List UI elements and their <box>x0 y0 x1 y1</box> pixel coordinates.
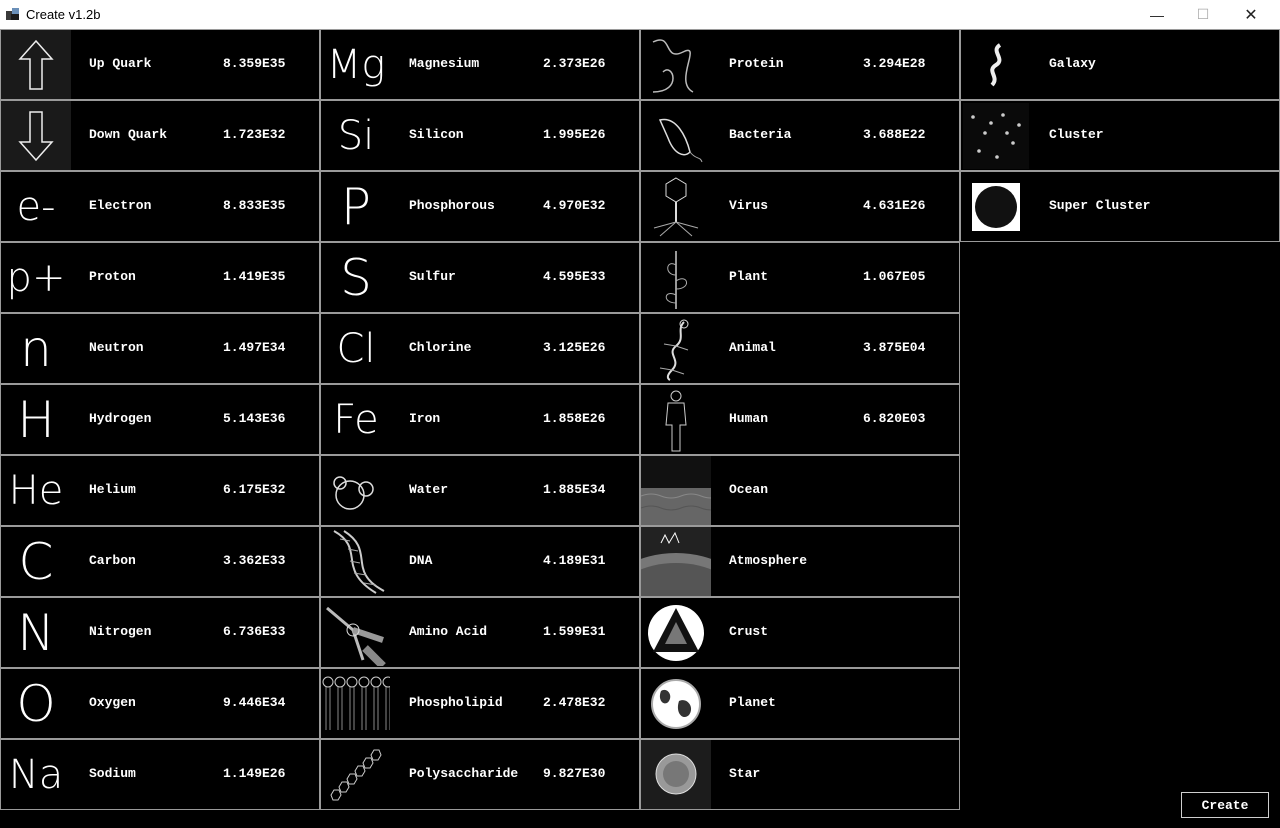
item-name: Helium <box>89 482 136 497</box>
minimize-button[interactable]: — <box>1150 6 1164 23</box>
item-count: 1.885E34 <box>543 482 606 497</box>
item-name: Star <box>729 766 761 781</box>
creation-item-planet[interactable] <box>640 668 960 739</box>
main-panel <box>0 29 1280 828</box>
plant-icon <box>641 243 711 312</box>
item-name: Ocean <box>729 482 769 497</box>
polysaccharide-icon <box>321 740 391 809</box>
item-count: 4.970E32 <box>543 198 606 213</box>
item-count: 6.175E32 <box>223 482 286 497</box>
icon-glyph: C <box>18 532 54 591</box>
creation-item-amino-acid[interactable] <box>320 597 640 668</box>
item-name: Sulfur <box>409 269 456 284</box>
item-name: Hydrogen <box>89 411 152 426</box>
creation-item-virus[interactable] <box>640 171 960 242</box>
item-count: 3.294E28 <box>863 56 926 71</box>
icon-glyph: n <box>20 319 52 378</box>
icon-glyph: H <box>17 390 55 449</box>
creation-item-galaxy[interactable] <box>960 29 1280 100</box>
item-name: Phosphorous <box>409 198 495 213</box>
icon-glyph: S <box>340 248 372 307</box>
item-name: Atmosphere <box>729 553 808 568</box>
item-name: Proton <box>89 269 136 284</box>
item-count: 2.478E32 <box>543 695 606 710</box>
item-count: 6.736E33 <box>223 624 286 639</box>
item-name: Up Quark <box>89 56 152 71</box>
hydrogen-symbol-icon <box>1 385 71 454</box>
creation-item-human[interactable] <box>640 384 960 455</box>
create-button[interactable]: Create <box>1181 792 1269 818</box>
bacteria-icon <box>641 101 711 170</box>
cluster-icon <box>961 101 1031 170</box>
down-arrow-icon <box>1 101 71 170</box>
creation-item-sulfur[interactable] <box>320 242 640 313</box>
sulfur-symbol-icon <box>321 243 391 312</box>
item-count: 1.419E35 <box>223 269 286 284</box>
magnesium-symbol-icon <box>321 30 391 99</box>
creation-item-crust[interactable] <box>640 597 960 668</box>
up-arrow-icon <box>1 30 71 99</box>
item-count: 1.067E05 <box>863 269 926 284</box>
item-name: Crust <box>729 624 769 639</box>
item-name: Amino Acid <box>409 624 488 639</box>
item-count: 1.497E34 <box>223 340 286 355</box>
human-icon <box>641 385 711 454</box>
item-name: Silicon <box>409 127 464 142</box>
creation-item-super-cluster[interactable] <box>960 171 1280 242</box>
item-count: 3.688E22 <box>863 127 926 142</box>
icon-glyph: Na <box>8 751 64 798</box>
creation-item-nitrogen[interactable] <box>0 597 320 668</box>
amino-acid-icon <box>321 598 391 667</box>
item-name: Human <box>729 411 769 426</box>
icon-glyph: Si <box>337 112 375 159</box>
creation-item-water[interactable] <box>320 455 640 526</box>
creation-item-carbon[interactable] <box>0 526 320 597</box>
atmosphere-icon <box>641 527 711 596</box>
icon-glyph: He <box>8 467 64 514</box>
helium-symbol-icon <box>1 456 71 525</box>
ocean-icon <box>641 456 711 525</box>
water-molecule-icon <box>321 456 391 525</box>
creation-item-dna[interactable] <box>320 526 640 597</box>
item-count: 9.446E34 <box>223 695 286 710</box>
creation-item-magnesium[interactable] <box>320 29 640 100</box>
virus-icon <box>641 172 711 241</box>
window-title: Create v1.2b <box>26 7 101 22</box>
item-count: 1.995E26 <box>543 127 606 142</box>
galaxy-icon <box>961 30 1031 99</box>
icon-glyph: p+ <box>6 254 66 301</box>
creation-item-phosphorous[interactable] <box>320 171 640 242</box>
silicon-symbol-icon <box>321 101 391 170</box>
item-count: 5.143E36 <box>223 411 286 426</box>
item-name: Carbon <box>89 553 136 568</box>
icon-glyph: P <box>340 177 372 236</box>
item-name: DNA <box>409 553 433 568</box>
super-cluster-icon <box>961 172 1031 241</box>
icon-glyph: Cl <box>336 325 376 372</box>
carbon-symbol-icon <box>1 527 71 596</box>
item-name: Polysaccharide <box>409 766 519 781</box>
chlorine-symbol-icon <box>321 314 391 383</box>
proton-symbol-icon <box>1 243 71 312</box>
item-count: 3.125E26 <box>543 340 606 355</box>
star-icon <box>641 740 711 809</box>
animal-icon <box>641 314 711 383</box>
creation-item-star[interactable] <box>640 739 960 810</box>
creation-item-electron[interactable] <box>0 171 320 242</box>
item-count: 1.858E26 <box>543 411 606 426</box>
item-name: Sodium <box>89 766 136 781</box>
item-name: Water <box>409 482 449 497</box>
creation-item-polysaccharide[interactable] <box>320 739 640 810</box>
creation-item-atmosphere[interactable] <box>640 526 960 597</box>
creation-item-hydrogen[interactable] <box>0 384 320 455</box>
item-count: 8.833E35 <box>223 198 286 213</box>
planet-icon <box>641 669 711 738</box>
item-name: Neutron <box>89 340 144 355</box>
phosphorous-symbol-icon <box>321 172 391 241</box>
sodium-symbol-icon <box>1 740 71 809</box>
item-name: Animal <box>729 340 776 355</box>
title-bar <box>0 0 1280 29</box>
creation-item-proton[interactable] <box>0 242 320 313</box>
item-name: Bacteria <box>729 127 792 142</box>
crust-icon <box>641 598 711 667</box>
dna-helix-icon <box>321 527 391 596</box>
item-count: 8.359E35 <box>223 56 286 71</box>
icon-glyph: N <box>17 603 55 662</box>
iron-symbol-icon <box>321 385 391 454</box>
item-count: 1.599E31 <box>543 624 606 639</box>
item-count: 4.595E33 <box>543 269 606 284</box>
protein-icon <box>641 30 711 99</box>
icon-glyph: Mg <box>326 41 386 88</box>
icon-glyph: e- <box>16 183 56 230</box>
item-name: Cluster <box>1049 127 1104 142</box>
item-name: Nitrogen <box>89 624 152 639</box>
creation-item-animal[interactable] <box>640 313 960 384</box>
item-name: Plant <box>729 269 769 284</box>
creation-item-iron[interactable] <box>320 384 640 455</box>
item-name: Protein <box>729 56 784 71</box>
item-count: 4.631E26 <box>863 198 926 213</box>
item-count: 2.373E26 <box>543 56 606 71</box>
item-name: Magnesium <box>409 56 480 71</box>
item-name: Iron <box>409 411 441 426</box>
creation-item-phospholipid[interactable] <box>320 668 640 739</box>
item-name: Oxygen <box>89 695 136 710</box>
item-count: 1.149E26 <box>223 766 286 781</box>
icon-glyph: O <box>16 674 56 733</box>
item-name: Planet <box>729 695 776 710</box>
creation-item-oxygen[interactable] <box>0 668 320 739</box>
item-name: Super Cluster <box>1049 198 1151 213</box>
item-name: Electron <box>89 198 152 213</box>
item-name: Galaxy <box>1049 56 1096 71</box>
creation-item-cluster[interactable] <box>960 100 1280 171</box>
item-name: Virus <box>729 198 769 213</box>
creation-item-plant[interactable] <box>640 242 960 313</box>
item-count: 3.362E33 <box>223 553 286 568</box>
icon-glyph: Fe <box>333 396 379 443</box>
item-count: 9.827E30 <box>543 766 606 781</box>
creation-item-helium[interactable] <box>0 455 320 526</box>
app-icon <box>5 6 21 22</box>
creation-item-neutron[interactable] <box>0 313 320 384</box>
creation-item-sodium[interactable] <box>0 739 320 810</box>
item-name: Down Quark <box>89 127 168 142</box>
creation-item-down-quark[interactable] <box>0 100 320 171</box>
item-count: 1.723E32 <box>223 127 286 142</box>
close-button[interactable]: ✕ <box>1244 6 1258 24</box>
phospholipid-icon <box>321 669 391 738</box>
item-count: 3.875E04 <box>863 340 926 355</box>
neutron-symbol-icon <box>1 314 71 383</box>
item-name: Chlorine <box>409 340 472 355</box>
creation-item-protein[interactable] <box>640 29 960 100</box>
item-count: 4.189E31 <box>543 553 606 568</box>
item-count: 6.820E03 <box>863 411 926 426</box>
item-name: Phospholipid <box>409 695 503 710</box>
creation-item-silicon[interactable] <box>320 100 640 171</box>
maximize-button[interactable]: ☐ <box>1196 6 1210 22</box>
creation-item-bacteria[interactable] <box>640 100 960 171</box>
creation-item-ocean[interactable] <box>640 455 960 526</box>
creation-item-chlorine[interactable] <box>320 313 640 384</box>
oxygen-symbol-icon <box>1 669 71 738</box>
creation-item-up-quark[interactable] <box>0 29 320 100</box>
nitrogen-symbol-icon <box>1 598 71 667</box>
electron-symbol-icon <box>1 172 71 241</box>
